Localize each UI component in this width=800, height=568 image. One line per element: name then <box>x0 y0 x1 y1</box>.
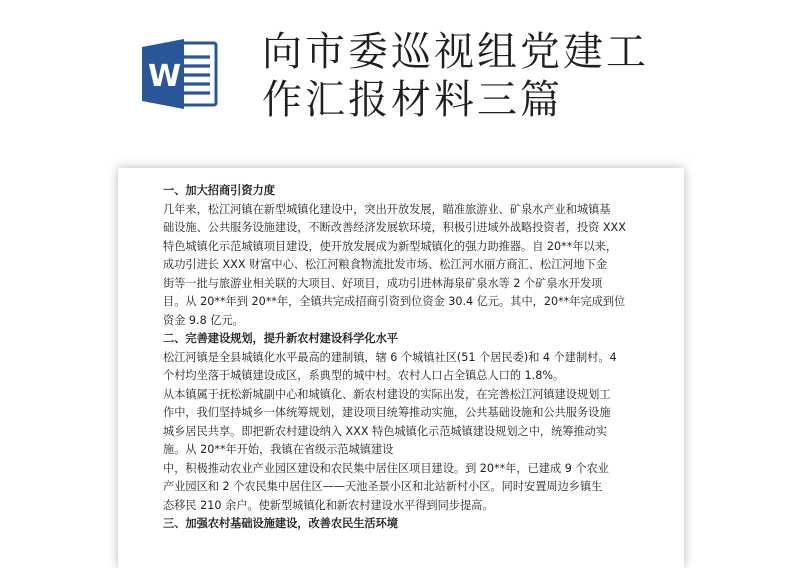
body-line: 资金 9.8 亿元。 <box>163 313 244 327</box>
title-line-2: 作汇报材料三篇 <box>262 77 563 123</box>
body-line: 几年来，松江河镇在新型城镇化建设中，突出开放发展，瞄准旅游业、矿泉水产业和城镇基 <box>163 202 611 216</box>
body-line: 产业园区和 2 个农民集中居住区——天池圣景小区和北站新村小区。同时安置周边乡镇生 <box>163 480 603 493</box>
body-line: 目。从 20**年到 20**年，全镇共完成招商引资到位资金 30.4 亿元。其中，20**年完成到位 <box>163 295 626 308</box>
body-line: 城乡居民共享。即把新农村建设纳入 XXX 特色城镇化示范城镇建设规划之中，统筹推动实 <box>163 424 608 438</box>
section-heading: 三、加强农村基础设施建设，改善农民生活环境 <box>163 517 398 530</box>
body-line: 施。从 20**年开始，我镇在省级示范城镇建设 <box>163 443 394 456</box>
word-icon <box>140 35 220 113</box>
document-page-preview <box>118 168 684 568</box>
body-line: 特色城镇化示范城镇项目建设，使开放发展成为新型城镇化的强力助推器。自 20**年以来， <box>163 239 618 253</box>
body-line: 成功引进长 XXX 财富中心、松江河粮食物流批发市场、松江河水丽方商汇、松江河地下金 <box>163 258 608 271</box>
document-body <box>163 182 645 534</box>
body-line: 松江河镇是全县城镇化水平最高的建制镇，辖 6 个城镇社区(51 个居民委)和 4 个建制村。4 <box>163 350 617 364</box>
body-line: 中，积极推动农业产业园区建设和农民集中居住区项目建设。到 20**年，已建成 9 个农业 <box>163 461 609 475</box>
section-heading: 一、加大招商引资力度 <box>163 184 275 197</box>
body-line: 从本镇属于抚松新城副中心和城镇化、新农村建设的实际出发，在完善松江河镇建设规划工 <box>163 387 611 401</box>
word-icon-letter: W <box>148 59 182 94</box>
document-title <box>262 28 782 124</box>
section-heading: 二、完善建设规划，提升新农村建设科学化水平 <box>163 332 398 345</box>
body-line: 街等一批与旅游业相关联的大项目、好项目，成功引进林海泉矿泉水等 2 个矿泉水开发项 <box>163 276 603 290</box>
body-line: 作中，我们坚持城乡一体统筹规划，建设项目统筹推动实施，公共基础设施和公共服务设施 <box>163 406 611 419</box>
title-line-1: 向市委巡视组党建工 <box>262 29 649 75</box>
body-line: 个村均坐落于城镇建设成区，系典型的城中村。农村人口占全镇总人口的 1.8%。 <box>163 369 565 382</box>
body-line: 态移民 210 余户。使新型城镇化和新农村建设水平得到同步提高。 <box>163 498 494 512</box>
body-line: 础设施、公共服务设施建设，不断改善经济发展软环境，积极引进域外战略投资者，投资 XXX <box>163 221 626 234</box>
